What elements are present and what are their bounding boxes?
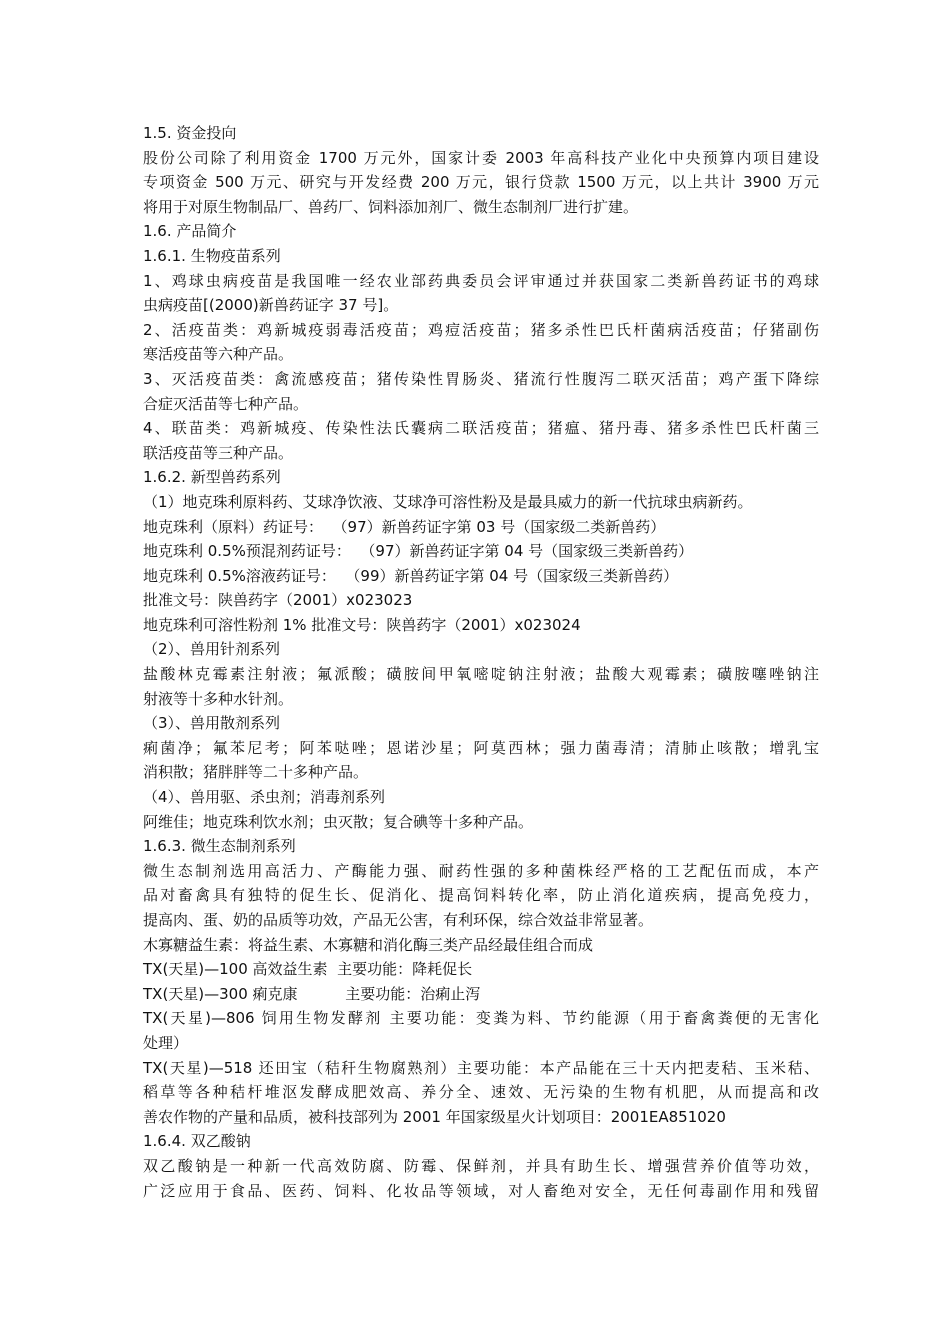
paragraph-line: 地克珠利可溶性粉剂 1% 批准文号：陕兽药字（2001）x023024 bbox=[143, 615, 581, 634]
paragraph-line: 虫病疫苗[(2000)新兽药证字 37 号]。 bbox=[143, 296, 399, 315]
paragraph-line: 将用于对原生物制品厂、兽药厂、饲料添加剂厂、微生态制剂厂进行扩建。 bbox=[143, 197, 639, 216]
paragraph-line: 4、联苗类：鸡新城疫、传染性法氏囊病二联活疫苗；猪瘟、猪丹毒、猪多杀性巴氏杆菌三 bbox=[143, 419, 819, 438]
paragraph-line: （1）地克珠利原料药、艾球净饮液、艾球净可溶性粉及是最具威力的新一代抗球虫病新药。 bbox=[143, 492, 753, 511]
subheading: （3）、兽用散剂系列 bbox=[143, 714, 281, 733]
subheading: （2）、兽用针剂系列 bbox=[143, 640, 281, 659]
paragraph-line: 地克珠利（原料）药证号： （97）新兽药证字第 03 号（国家级二类新兽药） bbox=[143, 517, 666, 536]
paragraph-line: 地克珠利 0.5%预混剂药证号： （97）新兽药证字第 04 号（国家级三类新兽药） bbox=[143, 542, 694, 561]
paragraph-line: TX(天星)—300 痢克康 主要功能：治痢止泻 bbox=[143, 984, 481, 1003]
paragraph-line: 阿维佳；地克珠利饮水剂；虫灭散；复合碘等十多种产品。 bbox=[143, 812, 534, 831]
paragraph-line: TX(天星)—100 高效益生素 主要功能：降耗促长 bbox=[143, 960, 473, 979]
heading-1-6-4: 1.6.4. 双乙酸钠 bbox=[143, 1132, 251, 1151]
paragraph-line: 地克珠利 0.5%溶液药证号： （99）新兽药证字第 04 号（国家级三类新兽药） bbox=[143, 566, 679, 585]
paragraph-line: 联活疫苗等三种产品。 bbox=[143, 443, 294, 462]
document-page bbox=[143, 121, 819, 1203]
subheading: （4）、兽用驱、杀虫剂；消毒剂系列 bbox=[143, 788, 386, 807]
paragraph-line: 3、灭活疫苗类：禽流感疫苗；猪传染性胃肠炎、猪流行性腹泻二联灭活苗；鸡产蛋下降综 bbox=[143, 369, 819, 388]
heading-1-6-3: 1.6.3. 微生态制剂系列 bbox=[143, 837, 296, 856]
paragraph-line: 消积散；猪胖胖等二十多种产品。 bbox=[143, 763, 369, 782]
paragraph-line: 善农作物的产量和品质，被科技部列为 2001 年国家级星火计划项目：2001EA851020 bbox=[143, 1107, 726, 1126]
paragraph-line: 批准文号：陕兽药字（2001）x023023 bbox=[143, 591, 413, 610]
paragraph-line: 痢菌净；氟苯尼考；阿苯哒唑；恩诺沙星；阿莫西林；强力菌毒清；清肺止咳散；增乳宝 bbox=[143, 738, 819, 757]
paragraph-line: 微生态制剂选用高活力、产酶能力强、耐药性强的多种菌株经严格的工艺配伍而成，本产 bbox=[143, 861, 819, 880]
heading-1-6-1: 1.6.1. 生物疫苗系列 bbox=[143, 246, 281, 265]
paragraph-line: 稻草等各种秸杆堆沤发酵成肥效高、养分全、速效、无污染的生物有机肥，从而提高和改 bbox=[143, 1083, 819, 1102]
paragraph-line: 1、鸡球虫病疫苗是我国唯一经农业部药典委员会评审通过并获国家二类新兽药证书的鸡球 bbox=[143, 271, 819, 290]
heading-1-6: 1.6. 产品简介 bbox=[143, 222, 237, 241]
paragraph-line: 射液等十多种水针剂。 bbox=[143, 689, 294, 708]
paragraph-line: 木寡糖益生素：将益生素、木寡糖和消化酶三类产品经最佳组合而成 bbox=[143, 935, 594, 954]
paragraph-line: 提高肉、蛋、奶的品质等功效，产品无公害，有利环保，综合效益非常显著。 bbox=[143, 911, 654, 929]
paragraph-line: TX(天星)—518 还田宝（秸秆生物腐熟剂）主要功能：本产品能在三十天内把麦秸、玉米秸、 bbox=[143, 1058, 819, 1077]
heading-1-5: 1.5. 资金投向 bbox=[143, 124, 237, 142]
paragraph-line: 股份公司除了利用资金 1700 万元外，国家计委 2003 年高科技产业化中央预算内项目建设 bbox=[143, 148, 819, 167]
paragraph-line: 寒活疫苗等六种产品。 bbox=[143, 345, 294, 364]
paragraph-line: 处理） bbox=[143, 1033, 189, 1052]
paragraph-line: 2、活疫苗类：鸡新城疫弱毒活疫苗；鸡痘活疫苗；猪多杀性巴氏杆菌病活疫苗；仔猪副伤 bbox=[143, 320, 819, 339]
paragraph-line: 双乙酸钠是一种新一代高效防腐、防霉、保鲜剂，并具有助生长、增强营养价值等功效， bbox=[143, 1156, 819, 1175]
paragraph-line: 广泛应用于食品、医药、饲料、化妆品等领域，对人畜绝对安全，无任何毒副作用和残留 bbox=[143, 1181, 819, 1200]
paragraph-line: 合症灭活苗等七种产品。 bbox=[143, 394, 309, 413]
paragraph-line: TX(天星)—806 饲用生物发酵剂 主要功能：变粪为料、节约能源（用于畜禽粪便的无害化 bbox=[143, 1009, 819, 1028]
paragraph-line: 品对畜禽具有独特的促生长、促消化、提高饲料转化率，防止消化道疾病，提高免疫力， bbox=[143, 886, 819, 905]
heading-1-6-2: 1.6.2. 新型兽药系列 bbox=[143, 468, 281, 487]
paragraph-line: 专项资金 500 万元、研究与开发经费 200 万元，银行贷款 1500 万元，以上共计 3900 万元 bbox=[143, 173, 819, 192]
paragraph-line: 盐酸林克霉素注射液；氟派酸；磺胺间甲氧嘧啶钠注射液；盐酸大观霉素；磺胺噻唑钠注 bbox=[143, 665, 819, 684]
